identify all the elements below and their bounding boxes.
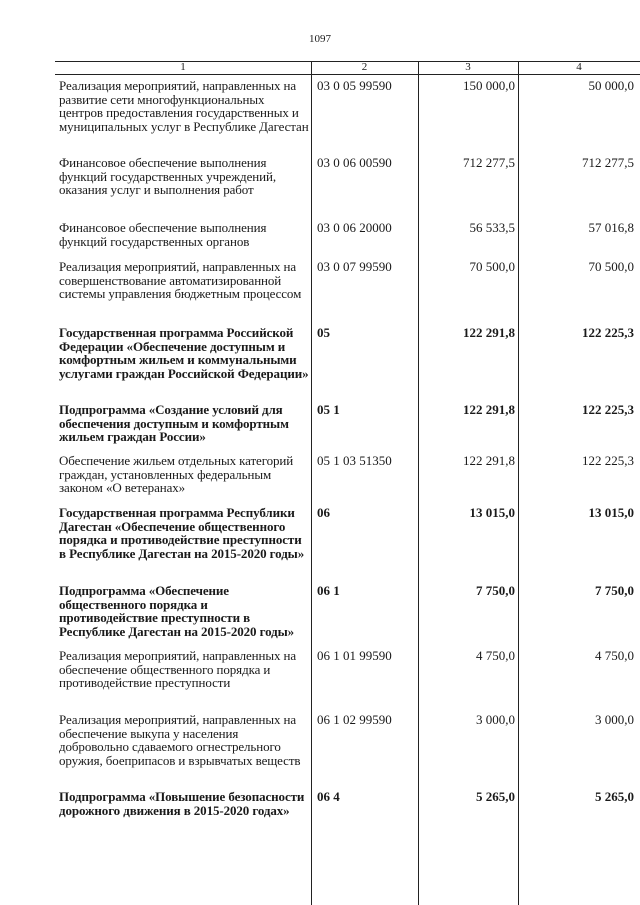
row-description: Реализация мероприятий, направленных на совершенствование автоматизированной системы управления бюджетным процессом [59, 259, 302, 301]
header-bottom-border [55, 74, 640, 75]
row-value-col3: 712 277,5 [463, 155, 515, 170]
row-code: 06 1 01 99590 [317, 648, 392, 663]
row-description: Реализация мероприятий, направленных на развитие сети многофункциональных центров предоставления государственных и муниципальных услуг в Республике Дагестан [59, 78, 309, 134]
row-description: Реализация мероприятий, направленных на обеспечение выкупа у населения добровольно сдаваемого огнестрельного оружия, боеприпасов и взрывчатых веществ [59, 712, 301, 768]
budget-table [55, 61, 640, 905]
row-description: Подпрограмма «Обеспечение общественного порядка и противодействие преступности в Республике Дагестан на 2015-2020 годы» [59, 583, 295, 639]
row-code: 03 0 07 99590 [317, 259, 392, 274]
header-col-4: 4 [576, 61, 582, 73]
row-description: Финансовое обеспечение выполнения функций государственных органов [59, 220, 267, 249]
row-value-col3: 122 291,8 [463, 402, 515, 417]
row-value-col4: 13 015,0 [588, 505, 634, 520]
row-code: 06 1 [317, 583, 340, 598]
row-code: 06 1 02 99590 [317, 712, 392, 727]
row-value-col4: 122 225,3 [582, 402, 634, 417]
row-description: Государственная программа Российской Федерации «Обеспечение доступным и комфортным жильем и коммунальными услугами граждан Российской Федерации» [59, 325, 309, 381]
row-value-col3: 4 750,0 [476, 648, 515, 663]
row-value-col3: 56 533,5 [469, 220, 515, 235]
row-description: Подпрограмма «Повышение безопасности дорожного движения в 2015-2020 годах» [59, 789, 305, 818]
row-code: 06 4 [317, 789, 340, 804]
row-code: 06 [317, 505, 330, 520]
row-value-col4: 5 265,0 [595, 789, 634, 804]
header-col-2: 2 [361, 61, 368, 73]
row-value-col3: 3 000,0 [476, 712, 515, 727]
row-value-col4: 3 000,0 [595, 712, 634, 727]
row-value-col3: 150 000,0 [463, 78, 515, 93]
column-divider-3 [518, 61, 519, 905]
column-divider-1 [311, 61, 312, 905]
row-description: Реализация мероприятий, направленных на обеспечение общественного порядка и противодействие преступности [59, 648, 297, 690]
page-number: 1097 [309, 33, 331, 45]
row-value-col4: 57 016,8 [588, 220, 634, 235]
row-value-col4: 7 750,0 [595, 583, 634, 598]
row-value-col3: 5 265,0 [476, 789, 515, 804]
row-description: Государственная программа Республики Дагестан «Обеспечение общественного порядка и противодействие преступности в Республике Дагестан на 2015-2020 годы» [59, 505, 305, 561]
row-value-col4: 4 750,0 [595, 648, 634, 663]
row-value-col4: 50 000,0 [588, 78, 634, 93]
row-value-col4: 122 225,3 [582, 453, 634, 468]
column-divider-2 [418, 61, 419, 905]
row-description: Финансовое обеспечение выполнения функций государственных учреждений, оказания услуг и выполнения работ [59, 155, 276, 197]
row-code: 05 1 03 51350 [317, 453, 392, 468]
row-description: Подпрограмма «Создание условий для обеспечения доступным и комфортным жильем граждан России» [59, 402, 289, 444]
row-value-col3: 122 291,8 [463, 325, 515, 340]
row-value-col3: 70 500,0 [469, 259, 515, 274]
header-col-1: 1 [180, 61, 186, 73]
row-description: Обеспечение жильем отдельных категорий граждан, установленных федеральным законом «О ветеранах» [59, 453, 294, 495]
row-code: 03 0 06 00590 [317, 155, 392, 170]
row-code: 03 0 06 20000 [317, 220, 392, 235]
header-col-3: 3 [465, 61, 471, 73]
row-value-col3: 122 291,8 [463, 453, 515, 468]
row-code: 05 1 [317, 402, 340, 417]
row-value-col4: 122 225,3 [582, 325, 634, 340]
row-code: 05 [317, 325, 330, 340]
row-value-col4: 70 500,0 [588, 259, 634, 274]
row-code: 03 0 05 99590 [317, 78, 392, 93]
row-value-col4: 712 277,5 [582, 155, 634, 170]
row-value-col3: 13 015,0 [469, 505, 515, 520]
row-value-col3: 7 750,0 [476, 583, 515, 598]
